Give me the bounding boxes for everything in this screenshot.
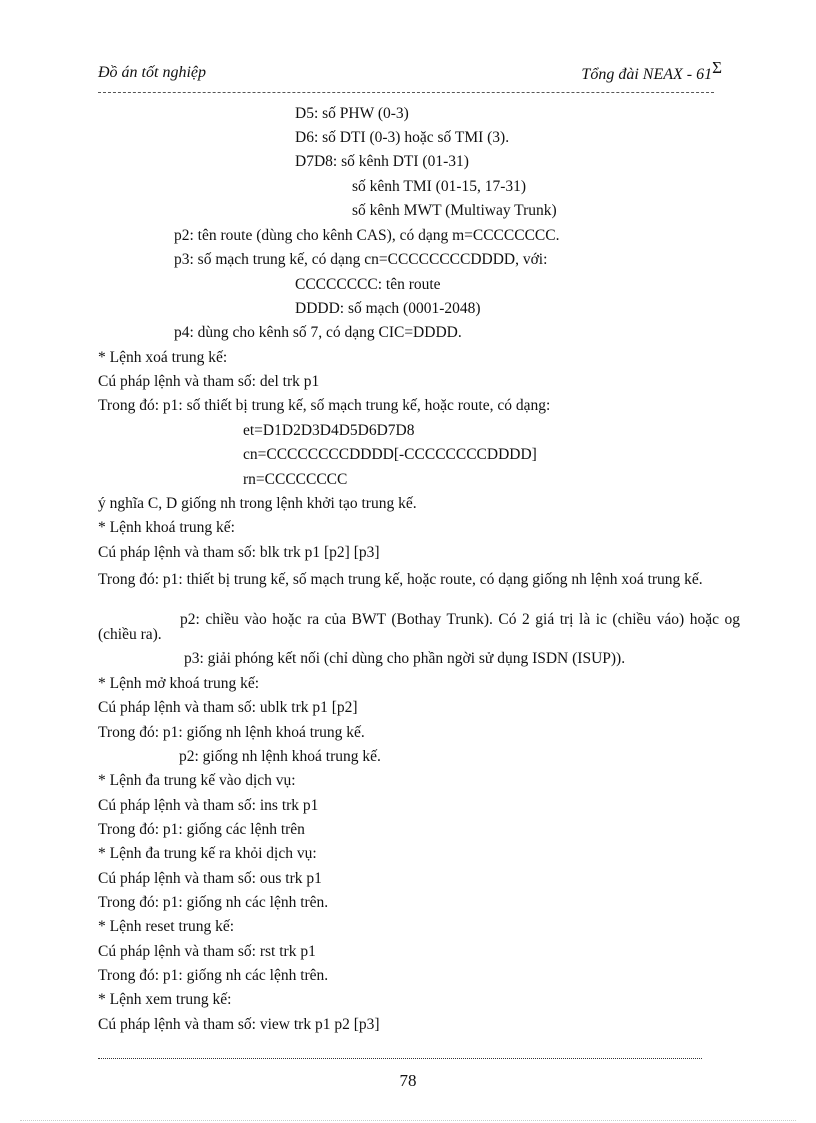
- text-line: p3: số mạch trung kế, có dạng cn=CCCCCCCCDDDD, với:: [174, 251, 548, 268]
- section-heading: * Lệnh đa trung kế vào dịch vụ:: [98, 772, 296, 789]
- text-line: Trong đó: p1: giống nh các lệnh trên.: [98, 967, 329, 984]
- text-line: D6: số DTI (0-3) hoặc số TMI (3).: [295, 129, 510, 146]
- text-line: Trong đó: p1: giống nh lệnh khoá trung kế.: [98, 724, 365, 741]
- text-line: Cú pháp lệnh và tham số: blk trk p1 [p2] [p3]: [98, 544, 380, 561]
- section-heading: * Lệnh khoá trung kế:: [98, 519, 235, 536]
- text-line: Cú pháp lệnh và tham số: rst trk p1: [98, 943, 316, 960]
- text-line: et=D1D2D3D4D5D6D7D8: [243, 422, 415, 439]
- text-paragraph: Trong đó: p1: thiết bị trung kế, số mạch trung kế, hoặc route, có dạng giống nh lệnh xoá trung kế.: [98, 571, 703, 588]
- text-line: p4: dùng cho kênh số 7, có dạng CIC=DDDD.: [174, 324, 462, 341]
- text-line: Cú pháp lệnh và tham số: ublk trk p1 [p2]: [98, 699, 358, 716]
- text-line: rn=CCCCCCCC: [243, 471, 348, 488]
- sigma-symbol: Σ: [712, 58, 722, 77]
- section-heading: * Lệnh reset trung kế:: [98, 918, 235, 935]
- text-line: Cú pháp lệnh và tham số: view trk p1 p2 [p3]: [98, 1016, 380, 1033]
- text-line: cn=CCCCCCCCDDDD[-CCCCCCCCDDDD]: [243, 446, 537, 463]
- page-number: 78: [399, 1071, 417, 1090]
- text-line: Trong đó: p1: giống các lệnh trên: [98, 821, 305, 838]
- section-heading: * Lệnh xoá trung kế:: [98, 349, 228, 366]
- text-line: Cú pháp lệnh và tham số: ins trk p1: [98, 797, 319, 814]
- text-line: p2: tên route (dùng cho kênh CAS), có dạng m=CCCCCCCC.: [174, 227, 560, 244]
- text-line: Cú pháp lệnh và tham số: ous trk p1: [98, 870, 322, 887]
- running-header-right: [581, 58, 722, 84]
- text-line: D7D8: số kênh DTI (01-31): [295, 153, 469, 170]
- text-line: số kênh TMI (01-15, 17-31): [352, 178, 527, 195]
- text-line: CCCCCCCC: tên route: [295, 276, 441, 293]
- text-line: ý nghĩa C, D giống nh trong lệnh khởi tạo trung kế.: [98, 495, 417, 512]
- page-edge-divider: [20, 1120, 796, 1121]
- text-line: số kênh MWT (Multiway Trunk): [352, 202, 557, 219]
- text-line: p3: giải phóng kết nối (chỉ dùng cho phần ngời sử dụng ISDN (ISUP)).: [184, 650, 626, 667]
- section-heading: * Lệnh đa trung kế ra khỏi dịch vụ:: [98, 845, 317, 862]
- header-title: Tổng đài NEAX - 61: [581, 66, 713, 83]
- text-line: DDDD: số mạch (0001-2048): [295, 300, 481, 317]
- header-rule: [98, 92, 714, 93]
- text-line: Cú pháp lệnh và tham số: del trk p1: [98, 373, 320, 390]
- section-heading: * Lệnh mở khoá trung kế:: [98, 675, 260, 692]
- text-line: Trong đó: p1: số thiết bị trung kế, số mạch trung kế, hoặc route, có dạng:: [98, 397, 551, 414]
- running-header-left: Đồ án tốt nghiệp: [98, 64, 206, 81]
- text-line: Trong đó: p1: giống nh các lệnh trên.: [98, 894, 329, 911]
- text-line: D5: số PHW (0-3): [295, 105, 409, 122]
- text-paragraph: p2: chiều vào hoặc ra của BWT (Bothay Trunk). Có 2 giá trị là ic (chiều váo) hoặc og (chiều ra).: [98, 611, 740, 643]
- footer-rule: [98, 1058, 702, 1059]
- section-heading: * Lệnh xem trung kế:: [98, 991, 232, 1008]
- text-line: p2: giống nh lệnh khoá trung kế.: [179, 748, 381, 765]
